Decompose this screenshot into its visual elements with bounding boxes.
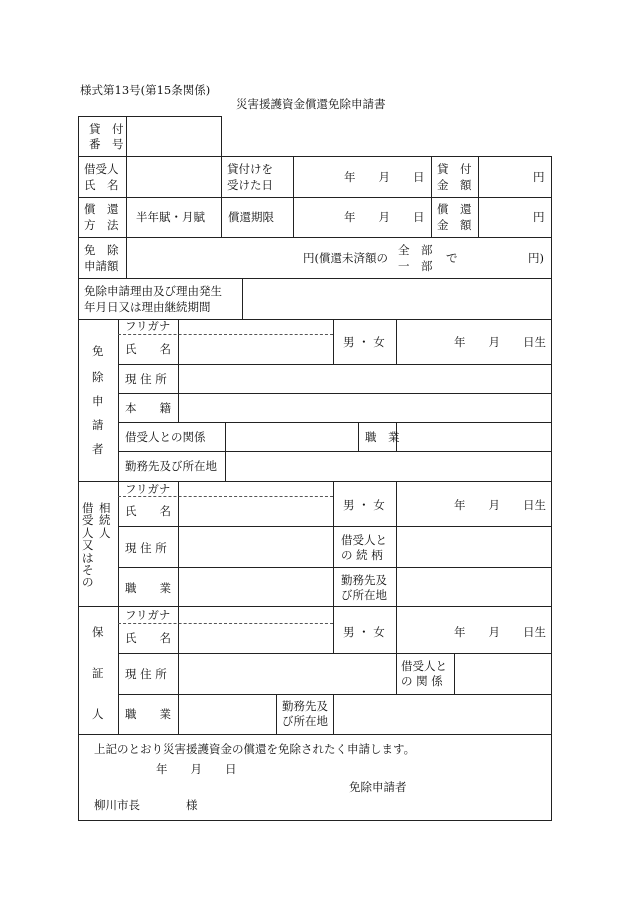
guarantor-side-1: 保 bbox=[92, 625, 104, 639]
loan-amount-label: 貸 付 bbox=[437, 162, 472, 176]
applicant-address-label: 現 住 所 bbox=[125, 372, 167, 386]
application-date[interactable]: 年 月 日 bbox=[156, 762, 237, 776]
repay-amount-label: 償 還 bbox=[437, 202, 472, 216]
section-side-line bbox=[118, 481, 119, 606]
guarantor-address-field[interactable] bbox=[180, 655, 394, 693]
heir-address-label: 現 住 所 bbox=[125, 541, 167, 555]
form-title: 災害援護資金償還免除申請書 bbox=[236, 97, 386, 111]
section-side-line bbox=[118, 319, 119, 481]
unpaid-prefix: 円(償還未済額の bbox=[303, 251, 388, 265]
loan-date-label: 貸付けを bbox=[227, 162, 273, 176]
col-line bbox=[293, 156, 294, 237]
part-option[interactable]: 一 部 bbox=[398, 259, 433, 273]
frame-right-line bbox=[551, 156, 552, 821]
applicant-name-label: 氏 名 bbox=[125, 342, 171, 356]
guarantor-birth[interactable]: 年 月 日生 bbox=[454, 625, 546, 639]
guarantor-workplace-label-2: び所在地 bbox=[282, 714, 328, 728]
heir-name-label: 氏 名 bbox=[125, 504, 171, 518]
reason-field[interactable] bbox=[244, 280, 549, 318]
repay-period-label: 償還期限 bbox=[228, 210, 274, 224]
guarantor-address-label: 現 住 所 bbox=[125, 667, 167, 681]
applicant-address-field[interactable] bbox=[180, 366, 549, 393]
row-line bbox=[78, 734, 552, 735]
exemption-amount-label: 免 除 bbox=[84, 243, 119, 257]
applicant-domicile-field[interactable] bbox=[180, 395, 549, 422]
col-line bbox=[126, 237, 127, 278]
row-line bbox=[78, 237, 552, 238]
heir-relation-label: 借受人と bbox=[341, 533, 387, 547]
row-line bbox=[118, 393, 552, 394]
applicant-side-2: 除 bbox=[92, 370, 104, 384]
applicant-occupation-field[interactable] bbox=[398, 424, 549, 451]
row-line bbox=[118, 422, 552, 423]
heir-birth[interactable]: 年 月 日生 bbox=[454, 498, 546, 512]
frame-bottom-line bbox=[78, 820, 552, 821]
col-line bbox=[478, 156, 479, 237]
col-line bbox=[333, 606, 334, 653]
heir-gender[interactable]: 男 ・ 女 bbox=[343, 498, 385, 512]
guarantor-relation-label-2: の 関 係 bbox=[401, 674, 443, 688]
reason-label: 免除申請理由及び理由発生 bbox=[84, 284, 222, 298]
col-line bbox=[454, 653, 455, 694]
guarantor-side-3: 人 bbox=[92, 707, 104, 721]
heir-relation-field[interactable] bbox=[398, 528, 549, 566]
applicant-name-field[interactable] bbox=[180, 320, 332, 363]
declaration-statement: 上記のとおり災害援護資金の償還を免除されたく申請します。 bbox=[94, 742, 416, 756]
row-line bbox=[118, 694, 552, 695]
applicant-furigana-label: フリガナ bbox=[125, 319, 171, 333]
repay-method-label: 償 還 bbox=[84, 202, 119, 216]
col-line bbox=[276, 694, 277, 734]
applicant-relation-field[interactable] bbox=[227, 424, 357, 451]
col-line bbox=[396, 606, 397, 653]
all-option[interactable]: 全 部 bbox=[398, 243, 433, 257]
applicant-occupation-label: 職 業 bbox=[365, 430, 400, 444]
guarantor-relation-field[interactable] bbox=[456, 655, 549, 693]
col-line bbox=[178, 319, 179, 364]
heir-workplace-label: 勤務先及 bbox=[341, 573, 387, 587]
borrower-label: 借受人 bbox=[84, 162, 119, 176]
row-line bbox=[118, 451, 552, 452]
guarantor-side-2: 証 bbox=[92, 666, 104, 680]
row-line bbox=[118, 526, 552, 527]
guarantor-name-field[interactable] bbox=[180, 608, 332, 652]
section-side-line bbox=[118, 606, 119, 734]
applicant-side-3: 申 bbox=[92, 394, 104, 408]
applicant-domicile-label: 本 籍 bbox=[125, 401, 171, 415]
row-line bbox=[78, 197, 552, 198]
repay-method-label-2: 方 法 bbox=[84, 218, 119, 232]
applicant-relation-label: 借受人との関係 bbox=[125, 430, 206, 444]
guarantor-name-label: 氏 名 bbox=[125, 631, 171, 645]
col-line bbox=[358, 422, 359, 451]
guarantor-occupation-label: 職 業 bbox=[125, 707, 171, 721]
guarantor-gender[interactable]: 男 ・ 女 bbox=[343, 625, 385, 639]
applicant-side-1: 免 bbox=[92, 344, 104, 358]
applicant-side-5: 者 bbox=[92, 442, 104, 456]
repay-amount-yen: 円 bbox=[533, 210, 545, 224]
applicant-gender[interactable]: 男 ・ 女 bbox=[343, 335, 385, 349]
row-line bbox=[118, 653, 552, 654]
applicant-workplace-field[interactable] bbox=[227, 453, 549, 480]
row-line bbox=[78, 606, 552, 607]
col-line bbox=[333, 319, 334, 364]
loan-date-field[interactable]: 年 月 日 bbox=[344, 170, 425, 184]
guarantor-relation-label: 借受人と bbox=[401, 659, 447, 673]
col-line bbox=[242, 278, 243, 319]
heir-side-label-col2: 相続人 bbox=[99, 501, 111, 540]
frame-left-line bbox=[78, 116, 79, 821]
applicant-birth[interactable]: 年 月 日生 bbox=[454, 335, 546, 349]
heir-workplace-field[interactable] bbox=[398, 569, 549, 605]
heir-name-field[interactable] bbox=[180, 482, 332, 525]
loan-amount-yen: 円 bbox=[533, 170, 545, 184]
row-line bbox=[118, 364, 552, 365]
de-text: で bbox=[446, 251, 458, 265]
reason-label-2: 年月日又は理由継続期間 bbox=[84, 300, 211, 314]
guarantor-occupation-field[interactable] bbox=[180, 696, 274, 733]
col-line bbox=[396, 319, 397, 364]
yen-close: 円) bbox=[528, 251, 544, 265]
borrower-label-2: 氏 名 bbox=[84, 178, 119, 192]
guarantor-furigana-label: フリガナ bbox=[125, 608, 171, 622]
row-line bbox=[78, 278, 552, 279]
heir-furigana-label: フリガナ bbox=[125, 482, 171, 496]
guarantor-workplace-field[interactable] bbox=[336, 696, 549, 733]
col-line bbox=[221, 156, 222, 237]
addressee: 柳川市長 様 bbox=[94, 798, 198, 812]
col-line bbox=[396, 481, 397, 606]
loan-number-label-2: 番 号 bbox=[89, 137, 124, 151]
loan-amount-label-2: 金 額 bbox=[437, 178, 472, 192]
heir-address-field[interactable] bbox=[180, 528, 332, 566]
heir-side-label-col1: 借受人又はその bbox=[82, 501, 94, 590]
form-number: 様式第13号(第15条関係) bbox=[80, 83, 211, 97]
loan-date-label-2: 受けた日 bbox=[227, 178, 273, 192]
col-line bbox=[178, 481, 179, 606]
col-line bbox=[396, 653, 397, 694]
heir-occupation-label: 職 業 bbox=[125, 581, 171, 595]
loan-number-field[interactable] bbox=[127, 117, 220, 156]
col-line bbox=[431, 156, 432, 237]
col-line bbox=[333, 694, 334, 734]
repay-method-value[interactable]: 半年賦・月賦 bbox=[136, 210, 205, 224]
exemption-amount-label-2: 申請額 bbox=[84, 259, 119, 273]
heir-relation-label-2: の 続 柄 bbox=[341, 548, 383, 562]
repay-period-field[interactable]: 年 月 日 bbox=[344, 210, 425, 224]
guarantor-workplace-label: 勤務先及 bbox=[282, 699, 328, 713]
col-line bbox=[333, 481, 334, 606]
applicant-side-4: 請 bbox=[92, 418, 104, 432]
applicant-signature-field[interactable] bbox=[410, 776, 548, 796]
repay-amount-label-2: 金 額 bbox=[437, 218, 472, 232]
row-line bbox=[118, 567, 552, 568]
borrower-name-field[interactable] bbox=[127, 157, 220, 196]
heir-workplace-label-2: び所在地 bbox=[341, 588, 387, 602]
heir-occupation-field[interactable] bbox=[180, 569, 332, 605]
loan-number-label: 貸 付 bbox=[89, 122, 124, 136]
applicant-signature-label: 免除申請者 bbox=[349, 780, 407, 794]
col-line bbox=[178, 606, 179, 734]
applicant-workplace-label: 勤務先及び所在地 bbox=[125, 459, 217, 473]
